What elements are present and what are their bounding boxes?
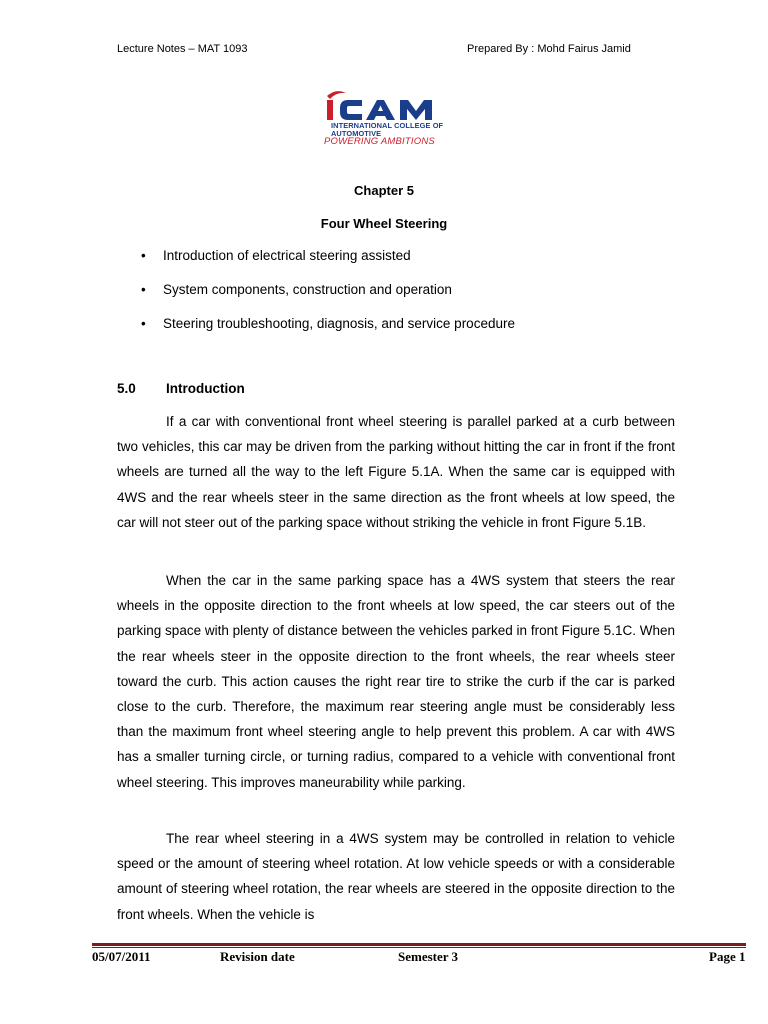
bullet-icon: •	[141, 316, 146, 331]
logo-tagline: POWERING AMBITIONS	[324, 136, 435, 147]
chapter-number: Chapter 5	[354, 183, 414, 198]
footer-rule	[92, 943, 746, 946]
section-number: 5.0	[117, 381, 136, 396]
paragraph: If a car with conventional front wheel steering is parallel parked at a curb between two vehicles, this car may be driven from the parking without hitting the car in front if the front wheels are turned all the way to the left Figure 5.1A. When the same car is equipped with 4WS and the rear wheels steer in the same direction as the front wheels at low speed, the car will not steer out of the parking space without striking the vehicle in front Figure 5.1B.	[117, 414, 675, 530]
bullet-icon: •	[141, 282, 146, 297]
header-right: Prepared By : Mohd Fairus Jamid	[467, 43, 631, 55]
footer-rule-thin	[92, 947, 746, 948]
icam-logo	[322, 90, 472, 152]
footer-page-number: Page 1	[709, 949, 746, 964]
bullet-icon: •	[141, 248, 146, 263]
footer-semester: Semester 3	[398, 949, 459, 964]
footer-date: 05/07/2011	[92, 949, 151, 964]
icam-logo-mark	[322, 90, 472, 124]
header-left: Lecture Notes – MAT 1093	[117, 43, 248, 55]
paragraph: The rear wheel steering in a 4WS system may be controlled in relation to vehicle speed or the amount of steering wheel rotation. At low vehicle speeds or with a considerable amount of steering wheel rotation, the rear wheels are steered in the opposite direction to the front wheels. When the vehicle is	[117, 831, 675, 922]
footer-revision: Revision date	[220, 949, 295, 964]
paragraph: When the car in the same parking space has a 4WS system that steers the rear wheels in the opposite direction to the front wheels at low speed, the car steers out of the parking space with plenty of distance between the vehicles parked in front Figure 5.1C. When the rear wheels steer in the opposite direction to the front wheels, the rear wheels steer toward the curb. This action causes the right rear tire to strike the curb if the car is parked close to the curb. Therefore, the maximum rear steering angle must be considerably less than the maximum front wheel steering angle to help prevent this problem. A car with 4WS has a smaller turning circle, or turning radius, compared to a vehicle with conventional front wheel steering. This improves maneurability while parking.	[117, 573, 675, 790]
logo-subtitle: INTERNATIONAL COLLEGE OF AUTOMOTIVE	[331, 121, 444, 138]
chapter-title: Four Wheel Steering	[320, 216, 448, 231]
section-title: Introduction	[166, 381, 245, 396]
